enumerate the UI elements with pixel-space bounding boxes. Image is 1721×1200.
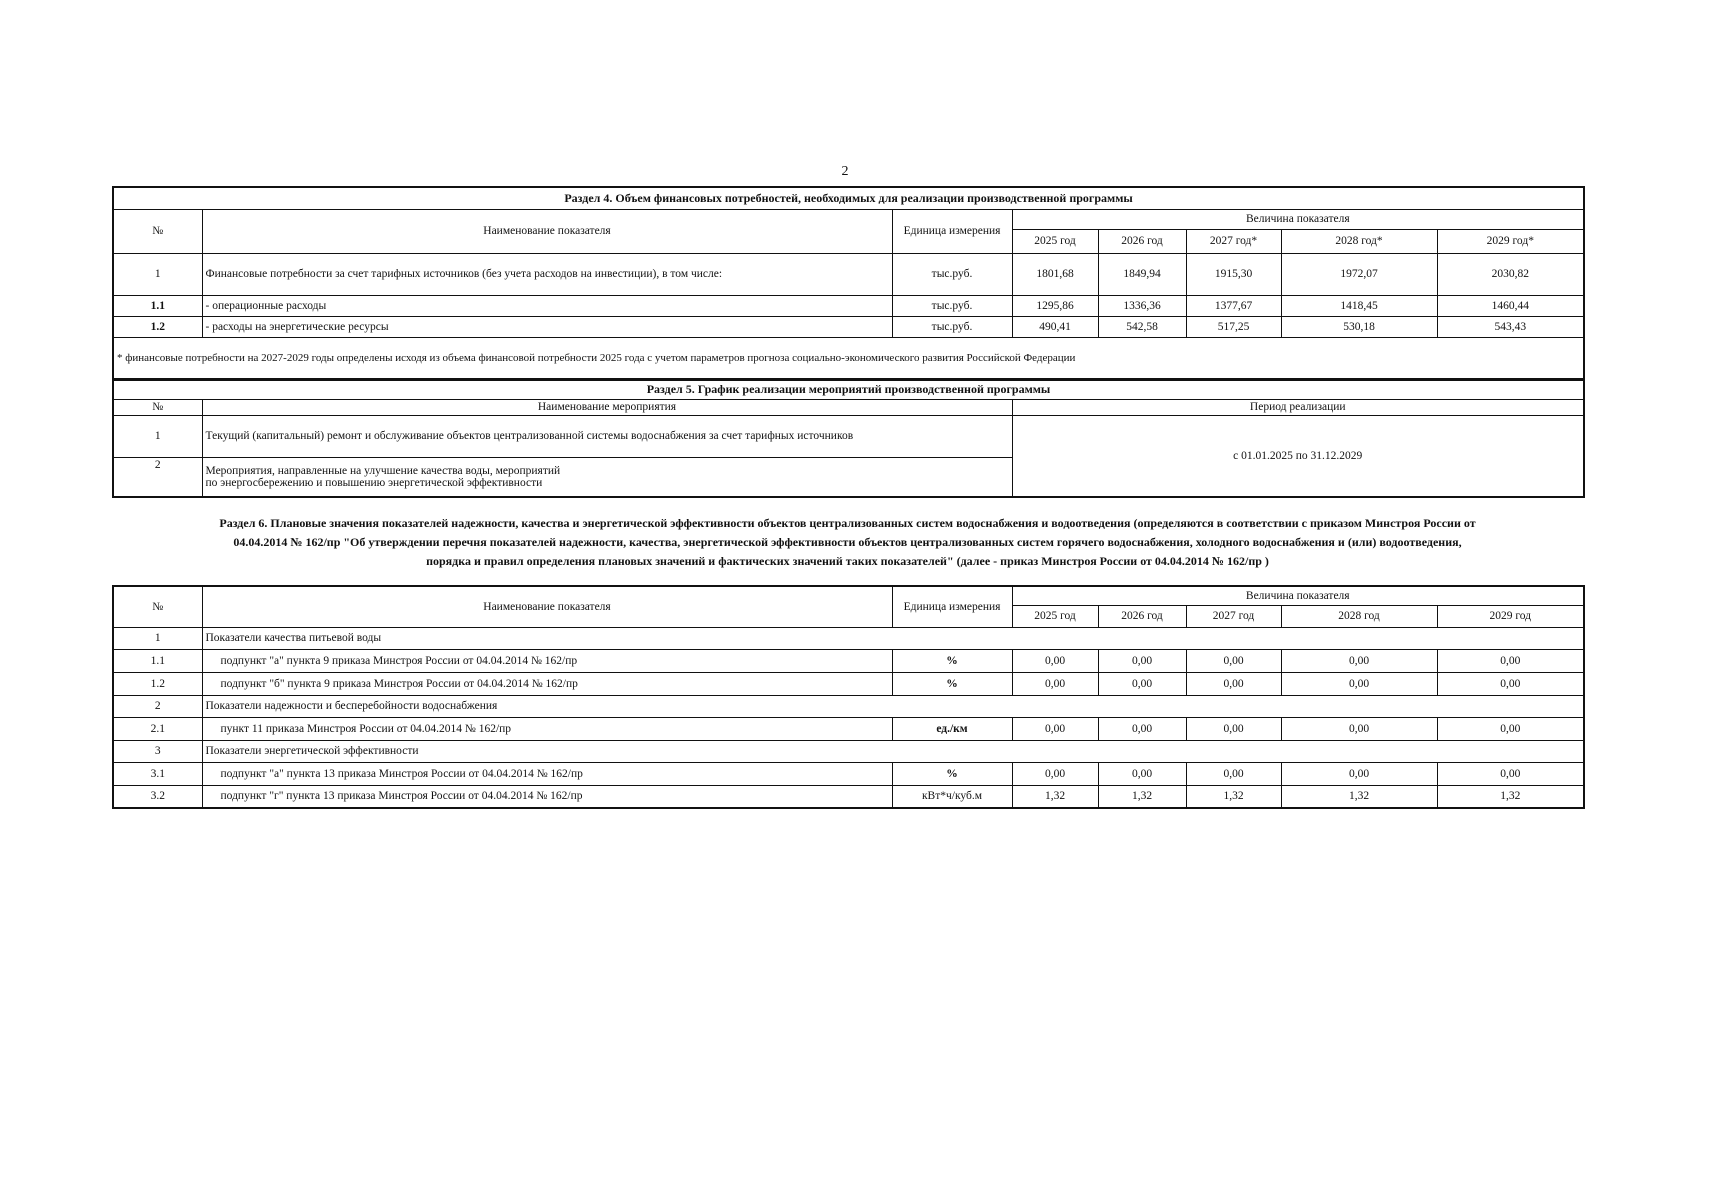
- row-unit: %: [892, 762, 1012, 785]
- row-name: - операционные расходы: [202, 295, 892, 316]
- row-value: 0,00: [1281, 717, 1437, 740]
- section-6-title-line: порядка и правил определения плановых значений и фактических значений таких показателей" (далее - приказ Минстроя России от 04.04.2014 № 162/пр ): [426, 554, 1269, 568]
- row-value: 0,00: [1012, 762, 1098, 785]
- table-row: [113, 672, 1584, 695]
- row-value: 0,00: [1012, 717, 1098, 740]
- row-value: 1,32: [1437, 785, 1584, 808]
- col-header-year: 2026 год: [1098, 229, 1186, 253]
- col-header-num: №: [113, 209, 202, 253]
- row-num: 3.2: [113, 785, 202, 808]
- col-header-num: №: [113, 399, 202, 415]
- row-value: 517,25: [1186, 316, 1281, 337]
- section-6-block: [112, 585, 1583, 809]
- group-name: Показатели энергетической эффективности: [202, 740, 1584, 762]
- row-value: 2030,82: [1437, 253, 1584, 295]
- row-value: 0,00: [1281, 762, 1437, 785]
- col-header-year: 2027 год: [1186, 605, 1281, 627]
- row-value: 530,18: [1281, 316, 1437, 337]
- col-header-num: №: [113, 586, 202, 627]
- col-header-name: Наименование показателя: [202, 209, 892, 253]
- row-value: 0,00: [1437, 762, 1584, 785]
- row-num: 1.2: [113, 316, 202, 337]
- row-value: 0,00: [1281, 672, 1437, 695]
- row-num: 2: [113, 457, 202, 497]
- section-5-title: Раздел 5. График реализации мероприятий производственной программы: [113, 380, 1584, 399]
- table-row: [113, 717, 1584, 740]
- row-num: 1.1: [113, 295, 202, 316]
- table-row: [113, 316, 1584, 337]
- row-value: 1,32: [1098, 785, 1186, 808]
- row-value: 0,00: [1098, 717, 1186, 740]
- group-num: 2: [113, 695, 202, 717]
- section-6-table: [112, 585, 1585, 809]
- row-value: 543,43: [1437, 316, 1584, 337]
- group-num: 3: [113, 740, 202, 762]
- row-name: подпункт "а" пункта 13 приказа Минстроя России от 04.04.2014 № 162/пр: [202, 762, 892, 785]
- group-row: [113, 695, 1584, 717]
- table-row: [113, 253, 1584, 295]
- table-row: [113, 295, 1584, 316]
- group-name: Показатели надежности и бесперебойности водоснабжения: [202, 695, 1584, 717]
- row-value: 0,00: [1186, 717, 1281, 740]
- group-name: Показатели качества питьевой воды: [202, 627, 1584, 649]
- row-unit: ед./км: [892, 717, 1012, 740]
- row-value: 0,00: [1098, 649, 1186, 672]
- col-header-name: Наименование показателя: [202, 586, 892, 627]
- page-number: 2: [841, 164, 849, 179]
- row-value: 0,00: [1098, 672, 1186, 695]
- row-value: 1,32: [1186, 785, 1281, 808]
- row-num: 1: [113, 253, 202, 295]
- row-name: Финансовые потребности за счет тарифных источников (без учета расходов на инвестиции), в том числе:: [202, 253, 892, 295]
- section-5-table: [112, 379, 1585, 498]
- row-value: 0,00: [1186, 762, 1281, 785]
- col-header-year: 2026 год: [1098, 605, 1186, 627]
- row-name-line: по энергосбережению и повышению энергетической эффективности: [205, 476, 543, 489]
- row-num: 1.1: [113, 649, 202, 672]
- section-4-title: Раздел 4. Объем финансовых потребностей, необходимых для реализации производственной программы: [113, 187, 1584, 209]
- row-value: 1,32: [1281, 785, 1437, 808]
- row-unit: тыс.руб.: [892, 316, 1012, 337]
- col-header-year: 2027 год*: [1186, 229, 1281, 253]
- row-num: 3.1: [113, 762, 202, 785]
- row-unit: кВт*ч/куб.м: [892, 785, 1012, 808]
- section-6-title: [112, 506, 1583, 575]
- row-value: 0,00: [1186, 672, 1281, 695]
- table-row: [113, 762, 1584, 785]
- implementation-period: с 01.01.2025 по 31.12.2029: [1012, 415, 1584, 497]
- row-value: 1972,07: [1281, 253, 1437, 295]
- col-header-unit: Единица измерения: [892, 209, 1012, 253]
- row-num: 2.1: [113, 717, 202, 740]
- row-unit: тыс.руб.: [892, 253, 1012, 295]
- row-value: 0,00: [1437, 717, 1584, 740]
- col-header-value-group: Величина показателя: [1012, 586, 1584, 605]
- group-row: [113, 627, 1584, 649]
- col-header-name: Наименование мероприятия: [202, 399, 1012, 415]
- col-header-year: 2029 год*: [1437, 229, 1584, 253]
- row-value: 0,00: [1012, 672, 1098, 695]
- section-6-title-line: Раздел 6. Плановые значения показателей надежности, качества и энергетической эффективности объектов централизованных систем водоснабжения и водоотведения (определяются в соответствии с приказом Минстроя России от: [219, 516, 1476, 530]
- row-value: 1295,86: [1012, 295, 1098, 316]
- row-value: 1377,67: [1186, 295, 1281, 316]
- row-unit: %: [892, 649, 1012, 672]
- col-header-period: Период реализации: [1012, 399, 1584, 415]
- col-header-value-group: Величина показателя: [1012, 209, 1584, 229]
- row-unit: тыс.руб.: [892, 295, 1012, 316]
- col-header-year: 2025 год: [1012, 229, 1098, 253]
- table-row: [113, 415, 1584, 457]
- col-header-year: 2029 год: [1437, 605, 1584, 627]
- row-name: пункт 11 приказа Минстроя России от 04.04.2014 № 162/пр: [202, 717, 892, 740]
- row-name: [202, 457, 1012, 497]
- row-value: 1849,94: [1098, 253, 1186, 295]
- row-name-line: Мероприятия, направленные на улучшение качества воды, мероприятий: [205, 464, 561, 477]
- row-name: подпункт "а" пункта 9 приказа Минстроя России от 04.04.2014 № 162/пр: [202, 649, 892, 672]
- row-name: Текущий (капитальный) ремонт и обслуживание объектов централизованной системы водоснабжения за счет тарифных источников: [202, 415, 1012, 457]
- row-value: 0,00: [1437, 649, 1584, 672]
- section-4-table: [112, 186, 1585, 380]
- row-value: 1,32: [1012, 785, 1098, 808]
- table-row: [113, 649, 1584, 672]
- col-header-unit: Единица измерения: [892, 586, 1012, 627]
- group-row: [113, 740, 1584, 762]
- row-value: 490,41: [1012, 316, 1098, 337]
- row-value: 1915,30: [1186, 253, 1281, 295]
- section-4-block: [112, 186, 1583, 380]
- row-unit: %: [892, 672, 1012, 695]
- row-num: 1.2: [113, 672, 202, 695]
- row-num: 1: [113, 415, 202, 457]
- row-value: 542,58: [1098, 316, 1186, 337]
- row-value: 0,00: [1012, 649, 1098, 672]
- row-value: 0,00: [1437, 672, 1584, 695]
- row-value: 1418,45: [1281, 295, 1437, 316]
- row-value: 0,00: [1186, 649, 1281, 672]
- col-header-year: 2028 год*: [1281, 229, 1437, 253]
- section-6-title-line: 04.04.2014 № 162/пр "Об утверждении перечня показателей надежности, качества, энергетической эффективности объектов централизованных систем горячего водоснабжения, холодного водоснабжения и (или) водоотведения,: [233, 535, 1462, 549]
- row-name: подпункт "г" пункта 13 приказа Минстроя России от 04.04.2014 № 162/пр: [202, 785, 892, 808]
- group-num: 1: [113, 627, 202, 649]
- section-4-note: * финансовые потребности на 2027-2029 годы определены исходя из объема финансовой потребности 2025 года с учетом параметров прогноза социально-экономического развития Российской Федерации: [113, 337, 1584, 379]
- row-value: 1801,68: [1012, 253, 1098, 295]
- col-header-year: 2025 год: [1012, 605, 1098, 627]
- row-value: 0,00: [1281, 649, 1437, 672]
- row-name: подпункт "б" пункта 9 приказа Минстроя России от 04.04.2014 № 162/пр: [202, 672, 892, 695]
- row-name: - расходы на энергетические ресурсы: [202, 316, 892, 337]
- row-value: 1460,44: [1437, 295, 1584, 316]
- table-row: [113, 785, 1584, 808]
- section-5-block: [112, 379, 1583, 498]
- col-header-year: 2028 год: [1281, 605, 1437, 627]
- row-value: 0,00: [1098, 762, 1186, 785]
- row-value: 1336,36: [1098, 295, 1186, 316]
